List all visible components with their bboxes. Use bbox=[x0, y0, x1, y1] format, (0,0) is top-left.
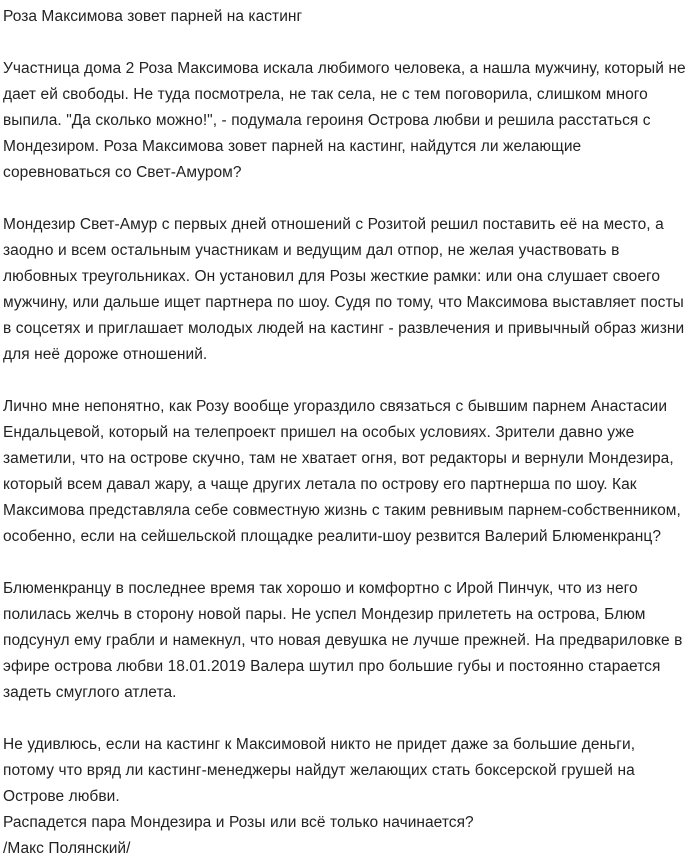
article-paragraph-3: Лично мне непонятно, как Розу вообще угораздило связаться с бывшим парнем Анастасии Ендальцевой, который на телепроект пришел на особых условиях. Зрители давно уже заметили, что на острове скучно, там не хватает огня, вот редакторы и вернули Мондезира, который всем давал жару, а чаще других летала по острову его партнерша по шоу. Как Максимова представляла себе совместную жизнь с таким ревнивым парнем-собственником, особенно, если на сейшельской площадке реалити-шоу резвится Валерий Блюменкранц? bbox=[3, 398, 681, 545]
article-paragraph-5: Не удивлюсь, если на кастинг к Максимовой никто не придет даже за большие деньги, потому что вряд ли кастинг-менеджеры найдут желающих стать боксерской грушей на Острове любви. bbox=[3, 736, 636, 805]
page-title: Роза Максимова зовет парней на кастинг bbox=[3, 8, 303, 25]
article-paragraph-2: Мондезир Свет-Амур с первых дней отношений с Розитой решил поставить её на место, а заодно и всем остальным участникам и ведущим дал отпор, не желая участвовать в любовных треугольниках. Он установил для Розы жесткие рамки: или она слушает своего мужчину, или дальше ищет партнера по шоу. Судя по тому, что Максимова выставляет посты в соцсетях и приглашает молодых людей на кастинг - развлечения и привычный образ жизни для неё дороже отношений. bbox=[3, 216, 685, 363]
article-paragraph-4: Блюменкранцу в последнее время так хорошо и комфортно с Ирой Пинчук, что из него полилась желчь в сторону новой пары. Не успел Мондезир прилететь на острова, Блюм подсунул ему грабли и намекнул, что новая девушка не лучше прежней. На предвариловке в эфире острова любви 18.01.2019 Валера шутил про большие губы и постоянно старается задеть смуглого атлета. bbox=[3, 580, 683, 701]
article-paragraph-1: Участница дома 2 Роза Максимова искала любимого человека, а нашла мужчину, который не дает ей свободы. Не туда посмотрела, не так села, не с тем поговорила, слишком много выпила. "Да сколько можно!", - подумала героиня Острова любви и решила расстаться с Мондезиром. Роза Максимова зовет парней на кастинг, найдутся ли желающие соревноваться со Свет-Амуром? bbox=[3, 60, 686, 181]
article-closing-question: Распадется пара Мондезира и Розы или всё только начинается? bbox=[3, 814, 474, 831]
article-author-signature: /Макс Полянский/ bbox=[3, 840, 131, 857]
title-paragraph-spacer bbox=[3, 30, 687, 56]
